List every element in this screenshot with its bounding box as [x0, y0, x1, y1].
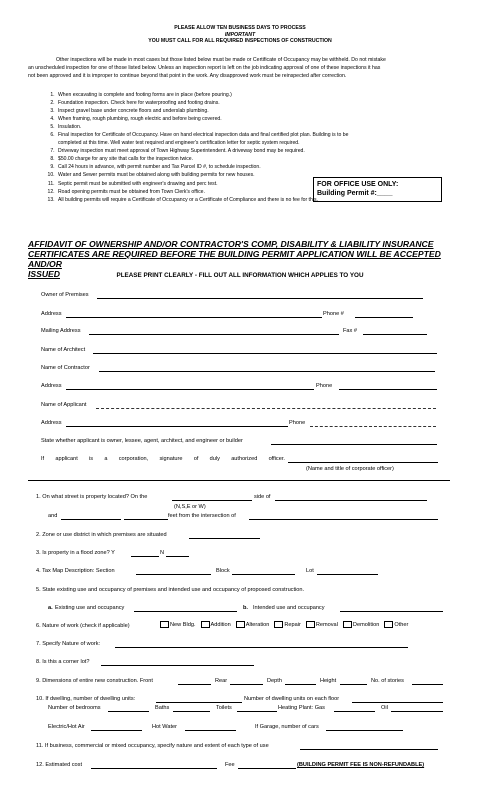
intro-paragraph — [28, 56, 456, 81]
q1-side-field[interactable] — [275, 500, 427, 501]
corp-word: duly — [209, 456, 220, 462]
alteration-label: Alteration — [245, 621, 270, 628]
address-label: Address — [41, 311, 62, 317]
q12-fee-field[interactable] — [238, 768, 296, 769]
q10-oil-field[interactable] — [391, 711, 443, 712]
corporation-statement — [41, 456, 285, 462]
repair-checkbox[interactable] — [274, 621, 283, 628]
q1-side-label: side of — [254, 494, 271, 500]
inspection-item: 4. When framing, rough plumbing, rough electric and before being covered. — [56, 115, 372, 123]
notice-line-3: YOU MUST CALL FOR ALL REQUIRED INSPECTIONS OF CONSTRUCTION — [148, 38, 332, 44]
inspection-item: 10. Water and Sewer permits must be obtained along with building permits for new houses. — [56, 171, 372, 179]
corp-word: is — [89, 456, 94, 462]
inspection-item: 1. When excavating is complete and footing forms are in place (before pouring.) — [56, 91, 372, 99]
applicant-role-label: State whether applicant is owner, lessee, agent, architect, and engineer or builder — [41, 438, 243, 444]
affidavit-line-1: AFFIDAVIT OF OWNERSHIP AND/OR CONTRACTOR'S COMP, DISABILITY & LIABILITY INSURANCE — [28, 239, 434, 249]
applicant-phone-field[interactable] — [310, 426, 436, 427]
inspection-item: 11. Septic permit must be submitted with engineer's drawing and perc test. — [56, 180, 372, 188]
q6-label: 6. Nature of work (check if applicable) — [36, 623, 130, 629]
inspection-item: 13. All building permits will require a Certificate of Occupancy or a Certificate of Compliance and there is no fee for this. — [56, 196, 372, 204]
q1-feet-field[interactable] — [124, 519, 168, 520]
phone-field[interactable] — [355, 317, 413, 318]
architect-field[interactable] — [93, 353, 437, 354]
q10-units-floor-label: Number of dwelling units on each floor — [244, 696, 340, 702]
q5a-label: Existing use and occupancy — [55, 605, 125, 611]
address-field[interactable] — [66, 317, 322, 318]
fax-label: Fax # — [343, 328, 357, 334]
q3-no-field[interactable] — [166, 556, 189, 557]
q7-field[interactable] — [115, 647, 408, 648]
notice-line-1: PLEASE ALLOW TEN BUSINESS DAYS TO PROCESS — [174, 25, 306, 31]
q1-direction-caption: (N,S,E or W) — [174, 504, 206, 510]
inspection-item: 2. Foundation inspection. Check here for waterproofing and footing drains. — [56, 99, 372, 107]
q10-hotwater-label: Hot Water — [152, 724, 177, 730]
removal-label: Removal — [315, 621, 338, 628]
corp-word: signature — [159, 456, 183, 462]
q10-oil-label: Oil — [381, 705, 388, 711]
q8-label: 8. Is this a corner lot? — [36, 659, 90, 665]
q3-yes-field[interactable] — [131, 556, 159, 557]
architect-label: Name of Architect — [41, 347, 86, 353]
q1-feet-label: feet from the intersection of — [168, 513, 236, 519]
q10-garage-label: If Garage, number of cars — [255, 724, 319, 730]
inspection-item: 9. Call 24 hours in advance, with permit number and Tax Parcel ID #, to schedule inspection. — [56, 163, 372, 171]
inspection-item: 8. $50.00 charge for any site that calls for the inspection twice. — [56, 155, 372, 163]
q9-depth-label: Depth — [267, 678, 282, 684]
q5a-field[interactable] — [134, 611, 237, 612]
fax-field[interactable] — [363, 334, 427, 335]
q4-block-field[interactable] — [232, 574, 295, 575]
q2-zone-field[interactable] — [189, 538, 260, 539]
q10-toilets-field[interactable] — [237, 711, 277, 712]
q10-baths-label: Baths — [155, 705, 170, 711]
q10-bedrooms-field[interactable] — [108, 711, 149, 712]
other-label: Other — [394, 621, 409, 628]
contractor-field[interactable] — [99, 371, 435, 372]
q9-front-field[interactable] — [178, 684, 211, 685]
q9-height-field[interactable] — [340, 684, 367, 685]
notice-line-2: IMPORTANT — [224, 31, 256, 38]
q12-fee-notice: (BUILDING PERMIT FEE IS NON-REFUNDABLE) — [297, 762, 425, 768]
q10-electric-field[interactable] — [91, 730, 142, 731]
corp-word: applicant — [55, 456, 78, 462]
contractor-phone-label: Phone — [316, 383, 333, 389]
q1-street-field[interactable] — [172, 500, 252, 501]
new-bldg-label: New Bldg. — [170, 621, 196, 628]
applicant-field[interactable] — [96, 408, 436, 409]
demolition-checkbox[interactable] — [343, 621, 352, 628]
demolition-label: Demolition — [352, 621, 380, 628]
q12-cost-field[interactable] — [91, 768, 217, 769]
removal-checkbox[interactable] — [306, 621, 315, 628]
q4-section-field[interactable] — [136, 574, 211, 575]
q4-label: 4. Tax Map Description: Section — [36, 568, 115, 574]
alteration-checkbox[interactable] — [236, 621, 245, 628]
new-bldg-checkbox[interactable] — [160, 621, 169, 628]
q4-lot-field[interactable] — [317, 574, 378, 575]
contractor-address-label: Address — [41, 383, 62, 389]
q10-gas-field[interactable] — [334, 711, 375, 712]
inspection-item: 7. Driveway inspection must meet approval of Town Highway Superintendent. A driveway bond may be required. — [56, 147, 372, 155]
owner-field[interactable] — [97, 298, 423, 299]
q12-label: 12. Estimated cost — [36, 762, 83, 768]
affidavit-line-3: ISSUED — [28, 269, 60, 279]
q9-stories-field[interactable] — [412, 684, 443, 685]
print-clearly-instruction: PLEASE PRINT CLEARLY - FILL OUT ALL INFORMATION WHICH APPLIES TO YOU — [116, 272, 364, 279]
intro-line-3: not been approved and it is improper to continue beyond that point in the work. Any disapproved work must be reinspected after correction. — [28, 73, 347, 80]
q10-units-field[interactable] — [156, 702, 242, 703]
q10-units-floor-field[interactable] — [352, 702, 443, 703]
applicant-label: Name of Applicant — [41, 402, 87, 408]
q3-label: 3. Is property in a flood zone? Y — [36, 550, 115, 556]
corp-word: a — [104, 456, 108, 462]
q8-field[interactable] — [101, 665, 254, 666]
corp-word: authorized — [231, 456, 258, 462]
inspection-item: 12. Road opening permits must be obtained from Town Clerk's office. — [56, 188, 372, 196]
q10-garage-field[interactable] — [326, 730, 403, 731]
section-divider — [28, 480, 450, 481]
q7-label: 7. Specify Nature of work: — [36, 641, 101, 647]
contractor-phone-field[interactable] — [339, 389, 437, 390]
q9-label: 9. Dimensions of entire new construction. Front — [36, 678, 153, 684]
contractor-address-field[interactable] — [66, 389, 314, 390]
repair-label: Repair — [284, 621, 301, 628]
q10-label: 10. If dwelling, number of dwelling units: — [36, 696, 136, 702]
inspection-item: 5. Insulation. — [56, 123, 372, 131]
inspection-item: 3. Inspect gravel base under concrete floors and underslab plumbing. — [56, 107, 372, 115]
corporate-officer-field[interactable] — [288, 462, 438, 463]
q5a-letter: a. — [48, 605, 53, 611]
intro-line-1: Other inspections will be made in most cases but those listed below must be made or Certificate of Occupancy may be withheld. Do not mistake — [56, 57, 386, 63]
q5-label: 5. State existing use and occupancy of premises and intended use and occupancy of proposed construction. — [36, 587, 305, 593]
q9-depth-field[interactable] — [285, 684, 316, 685]
q10-bedrooms-label: Number of bedrooms — [48, 705, 101, 711]
addition-label: Addition — [210, 621, 231, 628]
mailing-address-field[interactable] — [89, 334, 339, 335]
office-use-title: FOR OFFICE USE ONLY: — [317, 181, 399, 188]
inspection-item: 6. Final inspection for Certificate of Occupancy. Have on hand electrical inspection data and final certified plot plan. Building is to be completed at this time. Well water test required and engineer's certification letter for septic system required. — [56, 131, 372, 147]
q4-lot-label: Lot — [306, 568, 314, 574]
notice-header — [0, 25, 480, 45]
q3-no-label: N — [160, 550, 165, 556]
q10-toilets-label: Toilets — [216, 705, 232, 711]
addition-checkbox[interactable] — [201, 621, 210, 628]
office-use-box — [313, 177, 442, 202]
applicant-role-field[interactable] — [271, 444, 437, 445]
contractor-label: Name of Contractor — [41, 365, 90, 371]
q1-intersection-field[interactable] — [249, 519, 438, 520]
applicant-address-field[interactable] — [66, 426, 288, 427]
intro-line-2: an unscheduled inspection for one of those listed below. Unless an inspection report is left on the job indicating approval of one of these inspections it has — [28, 65, 381, 72]
q12-fee-label: Fee — [225, 762, 235, 768]
phone-label: Phone # — [323, 311, 344, 317]
corporate-officer-caption: (Name and title of corporate officer) — [306, 466, 394, 472]
q10-baths-field[interactable] — [173, 711, 210, 712]
q2-label: 2. Zone or use district in which premises are situated — [36, 532, 167, 538]
q9-stories-label: No. of stories — [371, 678, 404, 684]
q5b-field[interactable] — [340, 611, 443, 612]
q1-distance-field[interactable] — [61, 519, 121, 520]
q10-electric-label: Electric/Hot Air — [48, 724, 85, 730]
owner-label: Owner of Premises — [41, 292, 89, 298]
q11-label: 11. If business, commercial or mixed occupancy, specify nature and extent of each type of use — [36, 743, 269, 749]
affidavit-line-2: CERTIFICATES ARE REQUIRED BEFORE THE BUILDING PERMIT APPLICATION WILL BE ACCEPTED AND/OR — [28, 249, 441, 269]
q4-block-label: Block — [216, 568, 230, 574]
q9-rear-label: Rear — [215, 678, 228, 684]
corp-word: officer. — [268, 456, 285, 462]
q9-height-label: Height — [320, 678, 337, 684]
q5b-label: Intended use and occupancy — [253, 605, 325, 611]
corp-word: corporation, — [118, 456, 149, 462]
q10-hotwater-field[interactable] — [185, 730, 236, 731]
corp-word: of — [193, 456, 199, 462]
other-checkbox[interactable] — [384, 621, 393, 628]
applicant-address-label: Address — [41, 420, 62, 426]
q1-and-label: and — [48, 513, 58, 519]
q1-label: 1. On what street is property located? On the — [36, 494, 148, 500]
applicant-phone-label: Phone — [289, 420, 306, 426]
q5b-letter: b. — [243, 605, 248, 611]
building-permit-label: Building Permit #:____ — [317, 190, 393, 197]
q6-options — [155, 621, 408, 628]
mailing-address-label: Mailing Address — [41, 328, 81, 334]
q11-field[interactable] — [300, 749, 438, 750]
corp-word: If — [41, 456, 45, 462]
q9-rear-field[interactable] — [230, 684, 263, 685]
q10-heating-label: Heating Plant: Gas — [278, 705, 325, 711]
